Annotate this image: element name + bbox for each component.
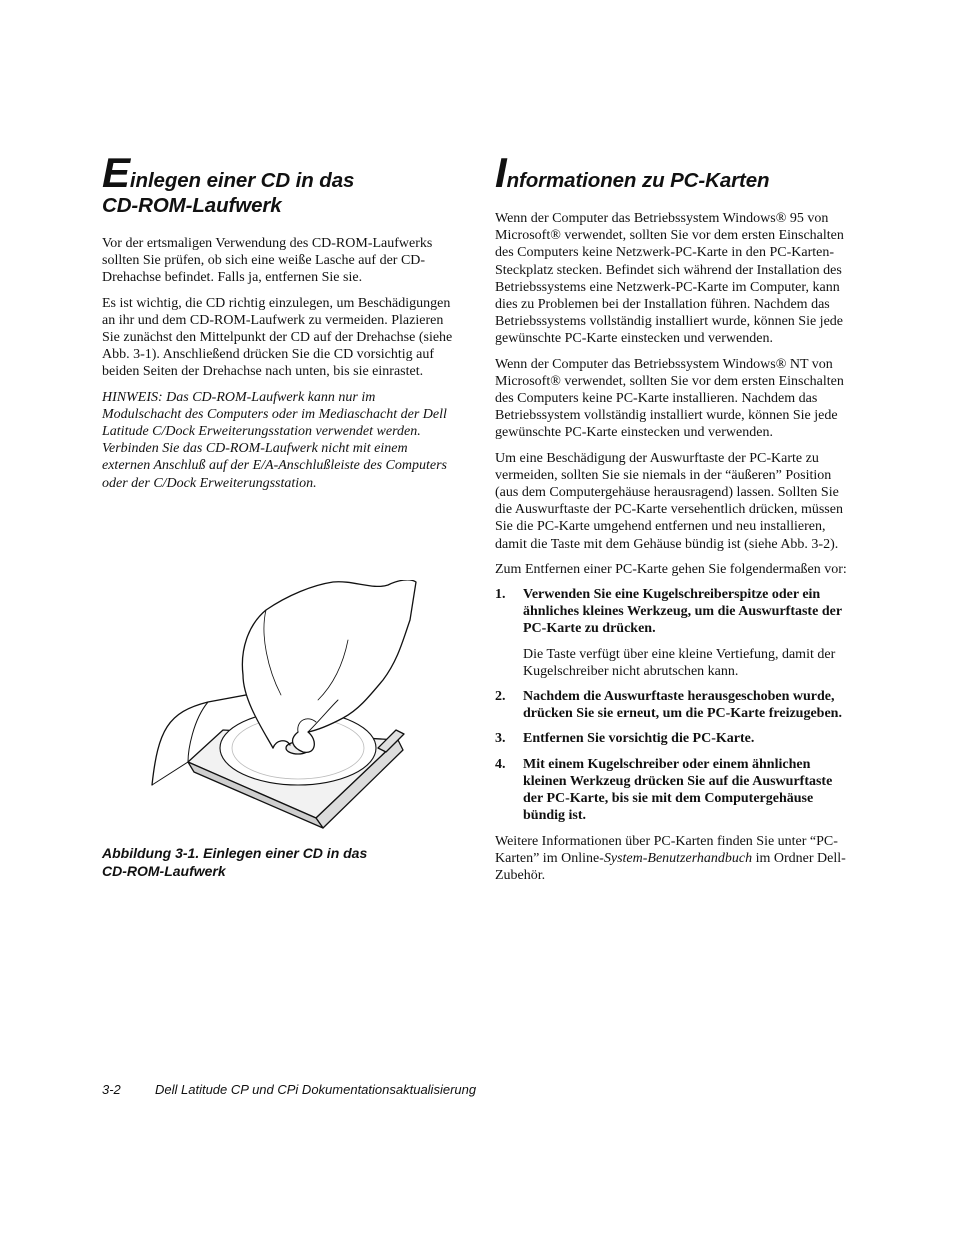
step-text: Verwenden Sie eine Kugelschreiberspitze oder ein ähnliches kleines Werkzeug, um die Auswurftaste der PC-Karte zu drücken. (523, 587, 842, 637)
step-number: 3. (495, 731, 506, 747)
heading-text: inlegen einer CD in das (129, 169, 355, 192)
list-item (495, 688, 855, 722)
paragraph: Wenn der Computer das Betriebssystem Windows® NT von Microsoft® verwendet, sollten Sie vor dem ersten Einschalten des Computers keine PC-Karte installieren. Nachdem das Betriebssystem vollständig installiert wurde, können Sie jede gewünschte PC-Karte einstecken und verwenden. (495, 356, 844, 441)
steps-list (495, 586, 855, 824)
page-number: 3-2 (102, 1082, 121, 1097)
step-number: 4. (495, 756, 506, 772)
cd-insertion-illustration (148, 580, 418, 835)
closing-paragraph (495, 833, 855, 885)
step-text: Entfernen Sie vorsichtig die PC-Karte. (523, 731, 755, 747)
list-item (495, 756, 855, 825)
right-column (495, 149, 855, 892)
paragraph: Vor der ertsmaligen Verwendung des CD-ROM-Laufwerks sollten Sie prüfen, ob sich eine weiße Lasche auf der CD-Drehachse befindet. Falls ja, entfernen Sie sie. (102, 236, 433, 286)
paragraph: Wenn der Computer das Betriebssystem Windows® 95 von Microsoft® verwendet, sollten Sie vor dem ersten Einschalten des Computers keine Netzwerk-PC-Karte in den PC-Karten-Steckplatz stecken. Befindet sich während der Installation des Betriebssystems eine Netzwerk-PC-Karte im Computer, kann dies zu Problemen bei der Installation führen. Nachdem das Betriebssystems vollständig installiert wurde, können Sie jede gewünschte PC-Karte einstecken und verwenden. (495, 211, 844, 347)
heading-text: nformationen zu PC-Karten (506, 169, 770, 192)
step-number: 1. (495, 587, 506, 603)
step-number: 2. (495, 689, 506, 705)
step-subtext: Die Taste verfügt über eine kleine Vertiefung, damit der Kugelschreiber nicht abrutschen kann. (523, 646, 836, 679)
list-item (495, 586, 855, 680)
note-paragraph: HINWEIS: Das CD-ROM-Laufwerk kann nur im Modulschacht des Computers oder im Mediaschacht der Dell Latitude C/Dock Erweiterungsstation verwendet werden. Verbinden Sie das CD-ROM-Laufwerk nicht mit einem externen Anschluß auf der E/A-Anschlußleiste des Computers oder der C/Dock Erweiterungsstation. (102, 389, 448, 491)
page-footer (102, 1082, 802, 1097)
manual-title: System-Benutzerhandbuch (603, 850, 753, 866)
caption-line: Abbildung 3-1. Einlegen einer CD in das (102, 845, 368, 861)
closing-text-end: im Ordner Dell-Zubehör. (495, 850, 846, 883)
paragraph: Es ist wichtig, die CD richtig einzulegen, um Beschädigungen an ihr und dem CD-ROM-Laufwerk zu vermeiden. Plazieren Sie zunächst den Mittelpunkt der CD auf der Drehachse (siehe Abb. 3-1). Anschließend drücken Sie die CD vorsichtig auf beiden Seiten der Drehachse nach unten, bis sie einrastet. (102, 295, 453, 380)
section-heading-cd (102, 149, 458, 218)
left-column (102, 149, 458, 500)
heading-text-line2: CD-ROM-Laufwerk (102, 194, 282, 217)
heading-initial: I (495, 149, 507, 196)
heading-initial: E (102, 149, 130, 196)
caption-line: CD-ROM-Laufwerk (102, 862, 226, 879)
section-heading-pc-cards (495, 149, 855, 196)
figure-caption (102, 845, 442, 880)
paragraph: Zum Entfernen einer PC-Karte gehen Sie folgendermaßen vor: (495, 561, 847, 577)
step-text: Mit einem Kugelschreiber oder einem ähnlichen kleinen Werkzeug drücken Sie auf die Auswurftaste der PC-Karte, bis sie mit dem Computergehäuse bündig ist. (523, 756, 833, 824)
paragraph: Um eine Beschädigung der Auswurftaste der PC-Karte zu vermeiden, sollten Sie sie niemals in der “äußeren” Position (aus dem Computergehäuse herausragend) lassen. Sollten Sie die Auswurftaste der PC-Karte versehentlich drücken, müssen Sie die PC-Karte umgehend entfernen und neu installieren, damit die Taste mit dem Gehäuse bündig ist (siehe Abb. 3-2). (495, 450, 843, 552)
list-item (495, 730, 855, 747)
closing-text: Weitere Informationen über PC-Karten finden Sie unter “PC-Karten” im Online- (495, 833, 838, 866)
document-title: Dell Latitude CP und CPi Dokumentationsaktualisierung (155, 1082, 477, 1097)
step-text: Nachdem die Auswurftaste herausgeschoben wurde, drücken Sie sie erneut, um die PC-Karte freizugeben. (523, 689, 842, 722)
